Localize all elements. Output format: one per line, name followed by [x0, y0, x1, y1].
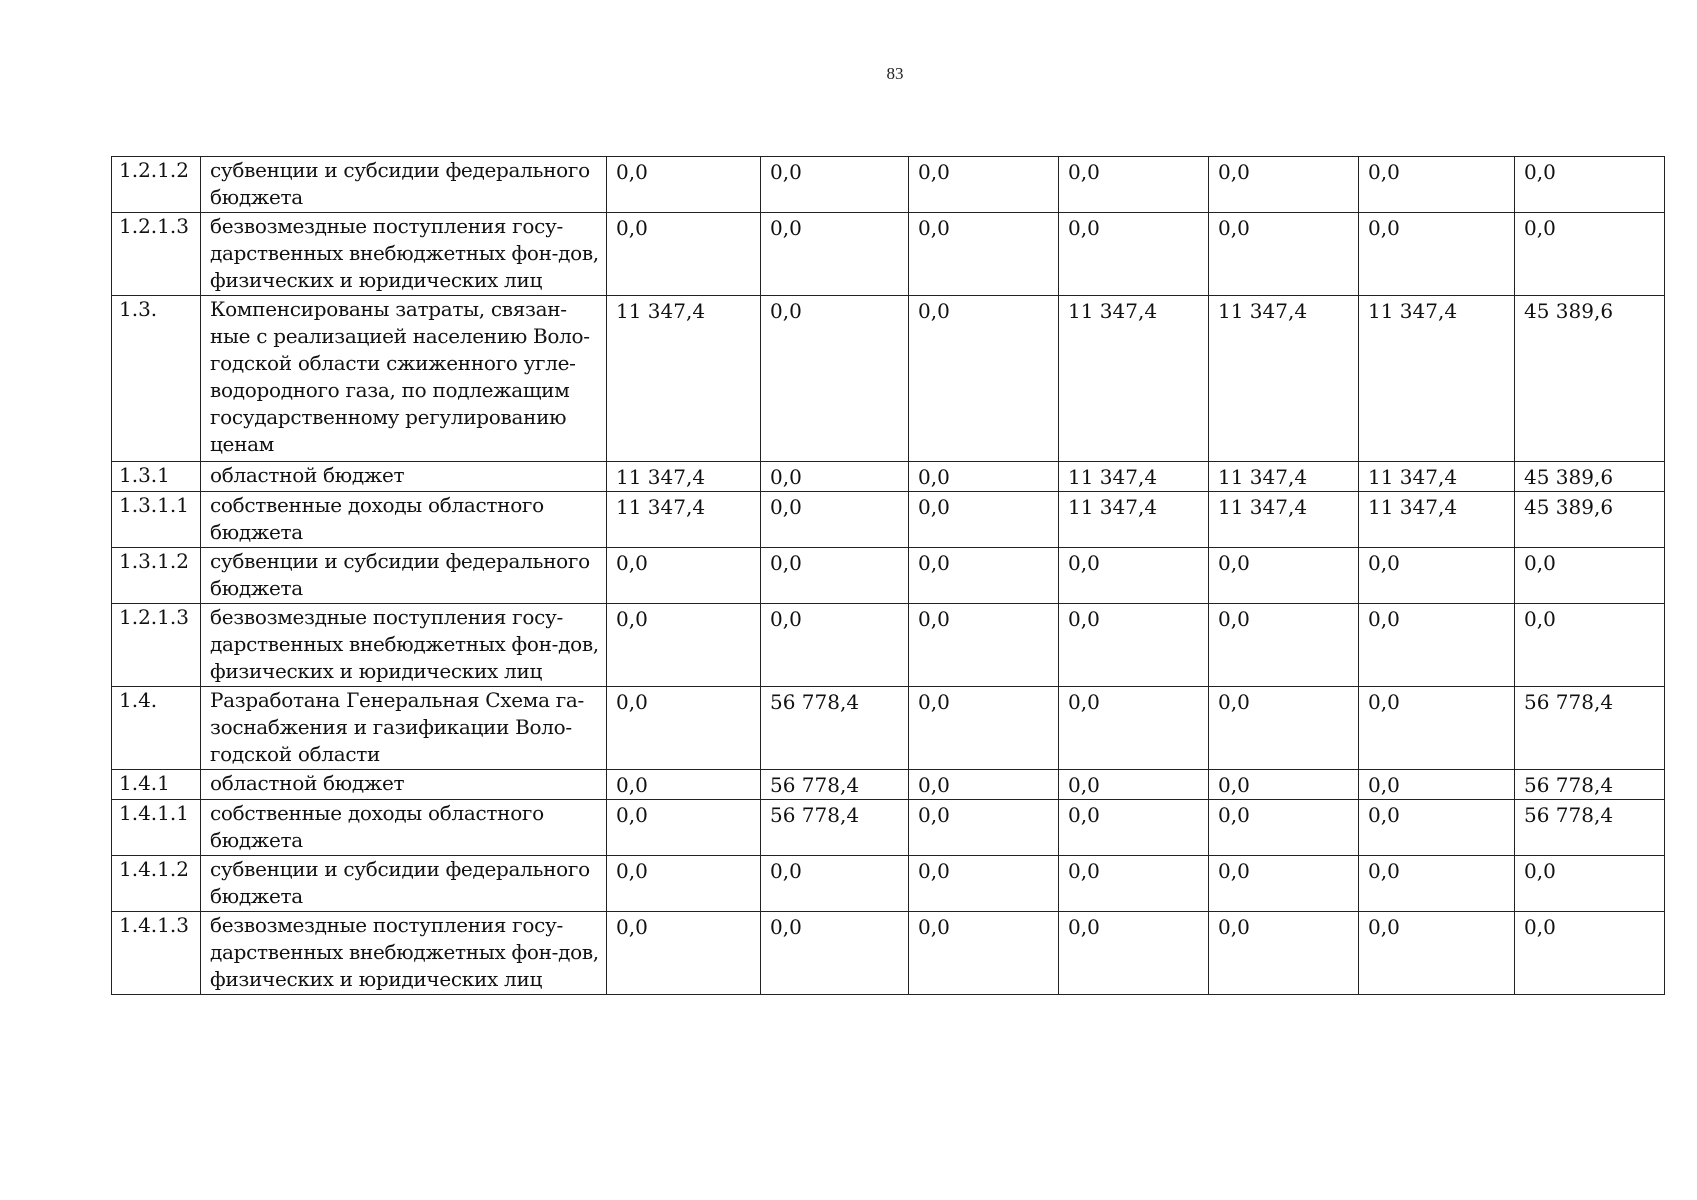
value-cell: 0,0 — [909, 462, 1059, 492]
value-cell: 0,0 — [607, 548, 761, 604]
table-row — [112, 462, 1665, 492]
value-cell: 0,0 — [761, 296, 909, 462]
value-cell: 0,0 — [1515, 548, 1665, 604]
row-code: 1.2.1.3 — [112, 213, 201, 296]
row-description: субвенции и субсидии федерального бюджета — [201, 856, 607, 912]
value-cell: 0,0 — [1359, 856, 1515, 912]
value-cell: 0,0 — [1059, 687, 1209, 770]
row-code: 1.4.1.1 — [112, 800, 201, 856]
value-cell: 0,0 — [761, 462, 909, 492]
value-cell: 0,0 — [1209, 687, 1359, 770]
value-cell: 0,0 — [607, 604, 761, 687]
value-cell: 0,0 — [761, 548, 909, 604]
value-cell: 45 389,6 — [1515, 462, 1665, 492]
value-cell: 0,0 — [1209, 770, 1359, 800]
value-cell: 45 389,6 — [1515, 492, 1665, 548]
value-cell: 0,0 — [761, 912, 909, 995]
value-cell: 0,0 — [761, 213, 909, 296]
row-description: областной бюджет — [201, 462, 607, 492]
value-cell: 0,0 — [1359, 213, 1515, 296]
value-cell: 0,0 — [909, 157, 1059, 213]
row-code: 1.3. — [112, 296, 201, 462]
value-cell: 0,0 — [909, 800, 1059, 856]
row-code: 1.4.1.3 — [112, 912, 201, 995]
value-cell: 56 778,4 — [1515, 770, 1665, 800]
value-cell: 0,0 — [1359, 770, 1515, 800]
value-cell: 56 778,4 — [761, 770, 909, 800]
value-cell: 0,0 — [909, 548, 1059, 604]
value-cell: 0,0 — [909, 856, 1059, 912]
value-cell: 11 347,4 — [1209, 492, 1359, 548]
table-row — [112, 157, 1665, 213]
value-cell: 11 347,4 — [607, 462, 761, 492]
row-code: 1.2.1.2 — [112, 157, 201, 213]
value-cell: 56 778,4 — [761, 800, 909, 856]
table-row — [112, 492, 1665, 548]
value-cell: 0,0 — [607, 687, 761, 770]
table-row — [112, 604, 1665, 687]
value-cell: 0,0 — [1209, 604, 1359, 687]
value-cell: 11 347,4 — [1359, 462, 1515, 492]
value-cell: 0,0 — [909, 770, 1059, 800]
value-cell: 0,0 — [1209, 800, 1359, 856]
row-description: собственные доходы областного бюджета — [201, 800, 607, 856]
row-description: Компенсированы затраты, связан-ные с реализацией населению Воло-годской области сжиженного угле-водородного газа, по подлежащим государственному регулированию ценам — [201, 296, 607, 462]
value-cell: 56 778,4 — [1515, 800, 1665, 856]
value-cell: 0,0 — [909, 213, 1059, 296]
row-code: 1.4.1.2 — [112, 856, 201, 912]
value-cell: 11 347,4 — [1209, 296, 1359, 462]
value-cell: 0,0 — [1209, 213, 1359, 296]
value-cell: 0,0 — [909, 687, 1059, 770]
value-cell: 0,0 — [761, 856, 909, 912]
table-row — [112, 800, 1665, 856]
value-cell: 0,0 — [1515, 213, 1665, 296]
value-cell: 0,0 — [1515, 604, 1665, 687]
value-cell: 0,0 — [1515, 912, 1665, 995]
value-cell: 0,0 — [761, 157, 909, 213]
row-description: областной бюджет — [201, 770, 607, 800]
value-cell: 0,0 — [607, 213, 761, 296]
row-code: 1.3.1.1 — [112, 492, 201, 548]
value-cell: 0,0 — [1359, 687, 1515, 770]
value-cell: 45 389,6 — [1515, 296, 1665, 462]
value-cell: 0,0 — [1209, 548, 1359, 604]
row-description: субвенции и субсидии федерального бюджета — [201, 157, 607, 213]
page-number: 83 — [886, 64, 904, 83]
value-cell: 0,0 — [1515, 856, 1665, 912]
row-description: безвозмездные поступления госу-дарственных внебюджетных фон-дов, физических и юридических лиц — [201, 213, 607, 296]
value-cell: 0,0 — [1059, 912, 1209, 995]
budget-table — [111, 156, 1665, 995]
value-cell: 0,0 — [607, 800, 761, 856]
value-cell: 0,0 — [1209, 157, 1359, 213]
value-cell: 11 347,4 — [1209, 462, 1359, 492]
row-description: Разработана Генеральная Схема га-зоснабжения и газификации Воло-годской области — [201, 687, 607, 770]
value-cell: 0,0 — [1059, 548, 1209, 604]
value-cell: 0,0 — [1059, 157, 1209, 213]
value-cell: 11 347,4 — [1059, 492, 1209, 548]
value-cell: 11 347,4 — [607, 296, 761, 462]
value-cell: 0,0 — [1359, 548, 1515, 604]
value-cell: 0,0 — [1359, 800, 1515, 856]
value-cell: 0,0 — [1209, 856, 1359, 912]
value-cell: 11 347,4 — [1059, 462, 1209, 492]
table-row — [112, 548, 1665, 604]
row-code: 1.4.1 — [112, 770, 201, 800]
row-description: субвенции и субсидии федерального бюджета — [201, 548, 607, 604]
row-description: безвозмездные поступления госу-дарственных внебюджетных фон-дов, физических и юридических лиц — [201, 912, 607, 995]
value-cell: 11 347,4 — [1359, 296, 1515, 462]
value-cell: 11 347,4 — [607, 492, 761, 548]
table-row — [112, 856, 1665, 912]
table-row — [112, 770, 1665, 800]
value-cell: 0,0 — [1059, 604, 1209, 687]
value-cell: 56 778,4 — [1515, 687, 1665, 770]
value-cell: 0,0 — [1359, 604, 1515, 687]
row-description: собственные доходы областного бюджета — [201, 492, 607, 548]
value-cell: 11 347,4 — [1059, 296, 1209, 462]
value-cell: 0,0 — [761, 492, 909, 548]
row-code: 1.3.1 — [112, 462, 201, 492]
value-cell: 0,0 — [909, 912, 1059, 995]
table-row — [112, 687, 1665, 770]
value-cell: 0,0 — [909, 492, 1059, 548]
value-cell: 0,0 — [1059, 770, 1209, 800]
value-cell: 0,0 — [607, 157, 761, 213]
value-cell: 0,0 — [1059, 213, 1209, 296]
value-cell: 0,0 — [1359, 912, 1515, 995]
value-cell: 56 778,4 — [761, 687, 909, 770]
value-cell: 0,0 — [1059, 856, 1209, 912]
value-cell: 0,0 — [607, 912, 761, 995]
row-code: 1.3.1.2 — [112, 548, 201, 604]
table-row — [112, 296, 1665, 462]
row-code: 1.4. — [112, 687, 201, 770]
value-cell: 0,0 — [761, 604, 909, 687]
row-description: безвозмездные поступления госу-дарственных внебюджетных фон-дов, физических и юридических лиц — [201, 604, 607, 687]
value-cell: 0,0 — [1059, 800, 1209, 856]
value-cell: 0,0 — [909, 604, 1059, 687]
value-cell: 0,0 — [1515, 157, 1665, 213]
row-code: 1.2.1.3 — [112, 604, 201, 687]
value-cell: 0,0 — [1209, 912, 1359, 995]
value-cell: 0,0 — [1359, 157, 1515, 213]
value-cell: 0,0 — [607, 770, 761, 800]
table-row — [112, 213, 1665, 296]
table-row — [112, 912, 1665, 995]
value-cell: 0,0 — [607, 856, 761, 912]
value-cell: 11 347,4 — [1359, 492, 1515, 548]
value-cell: 0,0 — [909, 296, 1059, 462]
